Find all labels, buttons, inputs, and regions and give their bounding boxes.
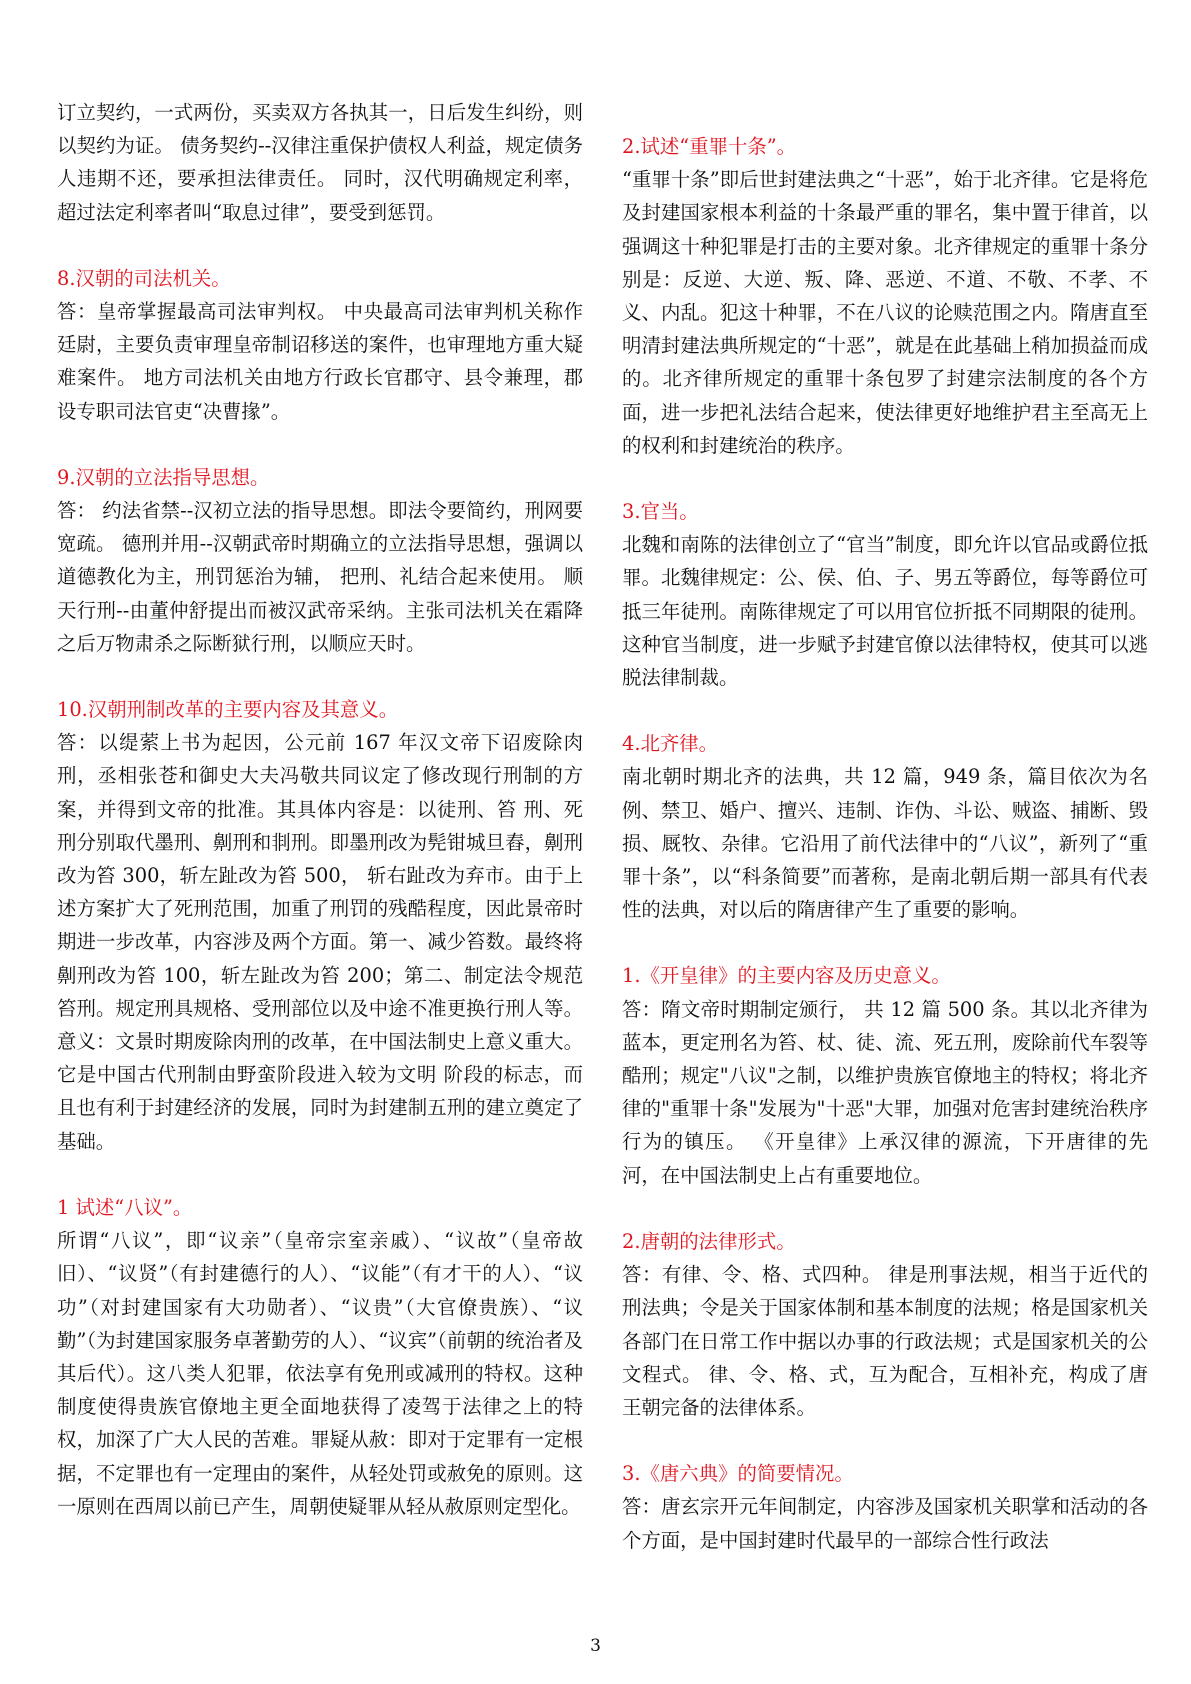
section-heading: 2.唐朝的法律形式。 <box>622 1229 796 1253</box>
section-body: “重罪十条”即后世封建法典之“十恶”，始于北齐律。它是将危及封建国家根本利益的十条最严重的罪名，集中置于律首，以强调这十种犯罪是打击的主要对象。北齐律规定的重罪十条分别是：反逆、大逆、叛、降、恶逆、不道、不敬、不孝、不义、内乱。犯这十种罪，不在八议的论赎范围之内。隋唐直至明清封建法典所规定的“十恶”，就是在此基础上稍加损益而成的。北齐律所规定的重罪十条包罗了封建宗法制度的各个方面，进一步把礼法结合起来，使法律更好地维护君主至高无上的权利和封建统治的秩序。 <box>622 168 1148 457</box>
section-northern-qi-code <box>622 727 1148 926</box>
section-heading: 4.北齐律。 <box>622 732 719 756</box>
section-tang-liu-dian <box>622 1457 1148 1557</box>
page-number: 3 <box>590 1636 601 1656</box>
section-kaihuang-code <box>622 959 1148 1191</box>
section-heading: 8.汉朝的司法机关。 <box>57 266 231 290</box>
section-guan-dang <box>622 495 1148 694</box>
section-han-penal-reform <box>57 693 583 1158</box>
section-body: 答：有律、令、格、式四种。 律是刑事法规，相当于近代的刑法典；令是关于国家体制和基本制度的法规；格是国家机关各部门在日常工作中据以办事的行政法规；式是国家机关的公文程式。 律、令、格、式，互为配合，互相补充，构成了唐王朝完备的法律体系。 <box>622 1263 1148 1419</box>
section-ten-felonies <box>622 130 1148 462</box>
section-body: 答： 约法省禁--汉初立法的指导思想。即法令要简约，刑网要宽疏。 德刑并用--汉朝武帝时期确立的立法指导思想，强调以道德教化为主，刑罚惩治为辅， 把刑、礼结合起来使用。 顺天行刑--由董仲舒提出而被汉武帝采纳。主张司法机关在霜降之后万物肃杀之际断狱行刑，以顺应天时。 <box>57 499 583 655</box>
section-heading: 3.《唐六典》的简要情况。 <box>622 1462 854 1486</box>
section-han-judicial-organs <box>57 262 583 428</box>
section-body: 答：以缇萦上书为起因，公元前 167 年汉文帝下诏废除肉刑，丞相张苍和御史大夫冯敬共同议定了修改现行刑制的方案，并得到文帝的批准。其具体内容是：以徒刑、笞 刑、死刑分别取代墨刑、劓刑和剕刑。即墨刑改为髡钳城旦舂，劓刑改为笞 300，斩左趾改为笞 500， 斩右趾改为弃市。由于上述方案扩大了死刑范围，加重了刑罚的残酷程度，因此景帝时期进一步改革，内容涉及两个方面。第一、减少笞数。最终将劓刑改为笞 100，斩左趾改为笞 200；第二、制定法令规范笞刑。规定刑具规格、受刑部位以及中途不准更换行刑人等。意义：文景时期废除肉刑的改革，在中国法制史上意义重大。它是中国古代刑制由野蛮阶段进入较为文明 阶段的标志，而且也有利于封建经济的发展，同时为封建制五刑的建立奠定了基础。 <box>57 731 583 1153</box>
section-heading: 1 试述“八议”。 <box>57 1195 193 1219</box>
section-body: 南北朝时期北齐的法典，共 12 篇，949 条，篇目依次为名例、禁卫、婚户、擅兴、违制、诈伪、斗讼、贼盗、捕断、毁损、厩牧、杂律。它沿用了前代法律中的“八议”，新列了“重罪十条”，以“科条简要”而著称，是南北朝后期一部具有代表性的法典，对以后的隋唐律产生了重要的影响。 <box>622 765 1148 922</box>
section-heading: 3.官当。 <box>622 500 699 524</box>
continuation-text: 订立契约，一式两份，买卖双方各执其一，日后发生纠纷，则以契约为证。 债务契约--汉律注重保护债权人利益，规定债务人违期不还，要承担法律责任。 同时，汉代明确规定利率，超过法定利率者叫“取息过律”，要受到惩罚。 <box>57 101 583 224</box>
section-body: 答：隋文帝时期制定颁行， 共 12 篇 500 条。其以北齐律为蓝本，更定刑名为笞、杖、徒、流、死五刑，废除前代车裂等酷刑；规定"八议"之制，以维护贵族官僚地主的特权；将北齐律的"重罪十条"发展为"十恶"大罪，加强对危害封建统治秩序行为的镇压。 《开皇律》上承汉律的源流，下开唐律的先河，在中国法制史上占有重要地位。 <box>622 997 1148 1187</box>
section-body: 答：皇帝掌握最高司法审判权。 中央最高司法审判机关称作廷尉，主要负责审理皇帝制诏移送的案件，也审理地方重大疑难案件。 地方司法机关由地方行政长官郡守、县令兼理，郡设专职司法官吏“决曹掾”。 <box>57 300 583 423</box>
section-heading: 9.汉朝的立法指导思想。 <box>57 465 270 489</box>
section-heading: 2.试述“重罪十条”。 <box>622 135 797 158</box>
section-body: 所谓“八议”，即“议亲”（皇帝宗室亲戚）、“议故”（皇帝故旧）、“议贤”（有封建德行的人）、“议能”（有才干的人）、“议功”（对封建国家有大功勋者）、“议贵”（大官僚贵族）、“议勤”（为封建国家服务卓著勤劳的人）、“议宾”（前朝的统治者及其后代）。这八类人犯罪，依法享有免刑或减刑的特权。这种制度使得贵族官僚地主更全面地获得了凌驾于法律之上的特权，加深了广大人民的苦难。罪疑从赦：即对于定罪有一定根据，不定罪也有一定理由的案件，从轻处罚或赦免的原则。这一原则在西周以前已产生，周朝使疑罪从轻从赦原则定型化。 <box>57 1229 583 1518</box>
section-han-legislative-thought <box>57 461 583 660</box>
section-tang-legal-forms <box>622 1225 1148 1424</box>
left-column <box>57 96 583 1556</box>
section-eight-deliberations <box>57 1191 583 1523</box>
section-body: 答：唐玄宗开元年间制定，内容涉及国家机关职掌和活动的各个方面，是中国封建时代最早的一部综合性行政法 <box>622 1495 1148 1552</box>
section-heading: 1.《开皇律》的主要内容及历史意义。 <box>622 964 951 988</box>
right-column <box>622 130 1148 1590</box>
continuation-paragraph <box>57 96 583 229</box>
section-heading: 10.汉朝刑制改革的主要内容及其意义。 <box>57 698 399 722</box>
section-body: 北魏和南陈的法律创立了“官当”制度，即允许以官品或爵位抵罪。北魏律规定：公、侯、伯、子、男五等爵位，每等爵位可抵三年徒刑。南陈律规定了可以用官位折抵不同期限的徒刑。这种官当制度，进一步赋予封建官僚以法律特权，使其可以逃脱法律制裁。 <box>622 533 1148 690</box>
